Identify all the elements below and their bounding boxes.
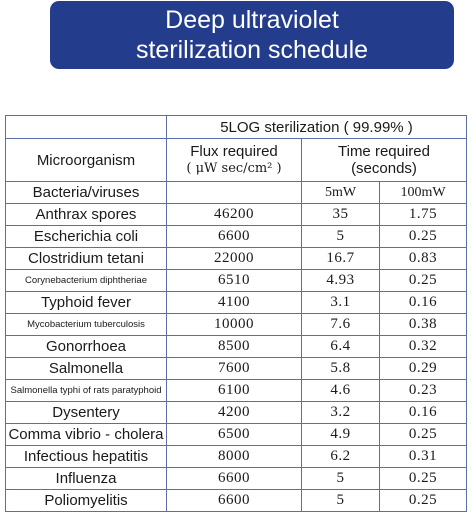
flux-cell: 10000 (167, 314, 302, 336)
organism-cell: Escherichia coli (6, 226, 167, 248)
time-5mw-cell: 5 (302, 490, 380, 512)
sub-row-label: Bacteria/viruses (6, 182, 167, 204)
flux-cell: 6500 (167, 424, 302, 446)
table-row (6, 358, 467, 380)
time-5mw-cell: 4.93 (302, 270, 380, 292)
col-header-organism-label: Microorganism (36, 151, 136, 169)
table-row (6, 292, 467, 314)
time-100mw-cell: 0.38 (380, 314, 467, 336)
organism-cell: Comma vibrio - cholera (6, 424, 167, 446)
table-row (6, 336, 467, 358)
time-100mw-cell: 0.29 (380, 358, 467, 380)
flux-cell: 6100 (167, 380, 302, 402)
table-row (6, 204, 467, 226)
flux-cell: 6600 (167, 490, 302, 512)
sub-col-100mw: 100mW (380, 182, 467, 204)
flux-cell: 8000 (167, 446, 302, 468)
title-line-2: sterilization schedule (135, 36, 369, 64)
table-body (6, 204, 467, 512)
organism-cell: Poliomyelitis (6, 490, 167, 512)
time-5mw-cell: 7.6 (302, 314, 380, 336)
flux-cell: 7600 (167, 358, 302, 380)
organism-cell: Infectious hepatitis (6, 446, 167, 468)
time-100mw-cell: 0.23 (380, 380, 467, 402)
col-header-time-unit: (seconds) (351, 160, 417, 177)
sub-col-5mw: 5mW (302, 182, 380, 204)
time-5mw-cell: 3.2 (302, 402, 380, 424)
header-blank-cell (6, 116, 167, 139)
time-5mw-cell: 6.2 (302, 446, 380, 468)
table-row (6, 446, 467, 468)
organism-cell: Corynebacterium diphtheriae (6, 270, 167, 292)
col-header-time-label: Time required (338, 143, 430, 160)
time-100mw-cell: 1.75 (380, 204, 467, 226)
col-header-flux (167, 139, 302, 182)
title-line-1: Deep ultraviolet (165, 6, 339, 34)
table-row (6, 490, 467, 512)
flux-cell: 4200 (167, 402, 302, 424)
time-5mw-cell: 35 (302, 204, 380, 226)
table-row (6, 380, 467, 402)
time-100mw-cell: 0.25 (380, 226, 467, 248)
time-5mw-cell: 4.9 (302, 424, 380, 446)
time-5mw-cell: 16.7 (302, 248, 380, 270)
time-5mw-cell: 3.1 (302, 292, 380, 314)
group-header: 5LOG sterilization ( 99.99% ) (167, 116, 467, 139)
time-5mw-cell: 5.8 (302, 358, 380, 380)
organism-cell: Salmonella (6, 358, 167, 380)
time-100mw-cell: 0.16 (380, 402, 467, 424)
table-row (6, 226, 467, 248)
organism-cell: Typhoid fever (6, 292, 167, 314)
time-100mw-cell: 0.83 (380, 248, 467, 270)
flux-cell: 8500 (167, 336, 302, 358)
organism-cell: Clostridium tetani (6, 248, 167, 270)
table-row (6, 248, 467, 270)
flux-cell: 46200 (167, 204, 302, 226)
time-5mw-cell: 6.4 (302, 336, 380, 358)
flux-cell: 4100 (167, 292, 302, 314)
time-5mw-cell: 5 (302, 226, 380, 248)
table-row (6, 402, 467, 424)
organism-cell: Dysentery (6, 402, 167, 424)
time-100mw-cell: 0.25 (380, 424, 467, 446)
time-100mw-cell: 0.31 (380, 446, 467, 468)
time-100mw-cell: 0.25 (380, 270, 467, 292)
time-5mw-cell: 5 (302, 468, 380, 490)
organism-cell: Influenza (6, 468, 167, 490)
col-header-flux-label: Flux required (190, 143, 278, 160)
col-header-time (302, 139, 467, 182)
table-row (6, 314, 467, 336)
table-row (6, 468, 467, 490)
flux-cell: 6510 (167, 270, 302, 292)
time-100mw-cell: 0.25 (380, 468, 467, 490)
flux-cell: 6600 (167, 226, 302, 248)
organism-cell: Anthrax spores (6, 204, 167, 226)
flux-cell: 22000 (167, 248, 302, 270)
time-5mw-cell: 4.6 (302, 380, 380, 402)
sterilization-table (5, 115, 467, 512)
col-header-organism (6, 139, 167, 182)
table-row (6, 424, 467, 446)
time-100mw-cell: 0.16 (380, 292, 467, 314)
page-title (50, 1, 454, 69)
time-100mw-cell: 0.25 (380, 490, 467, 512)
sub-row-flux-blank (167, 182, 302, 204)
table-row (6, 270, 467, 292)
col-header-flux-unit: ( μW sec/cm² ) (186, 161, 282, 176)
organism-cell: Salmonella typhi of rats paratyphoid (6, 380, 167, 402)
flux-cell: 6600 (167, 468, 302, 490)
organism-cell: Mycobacterium tuberculosis (6, 314, 167, 336)
time-100mw-cell: 0.32 (380, 336, 467, 358)
organism-cell: Gonorrhoea (6, 336, 167, 358)
